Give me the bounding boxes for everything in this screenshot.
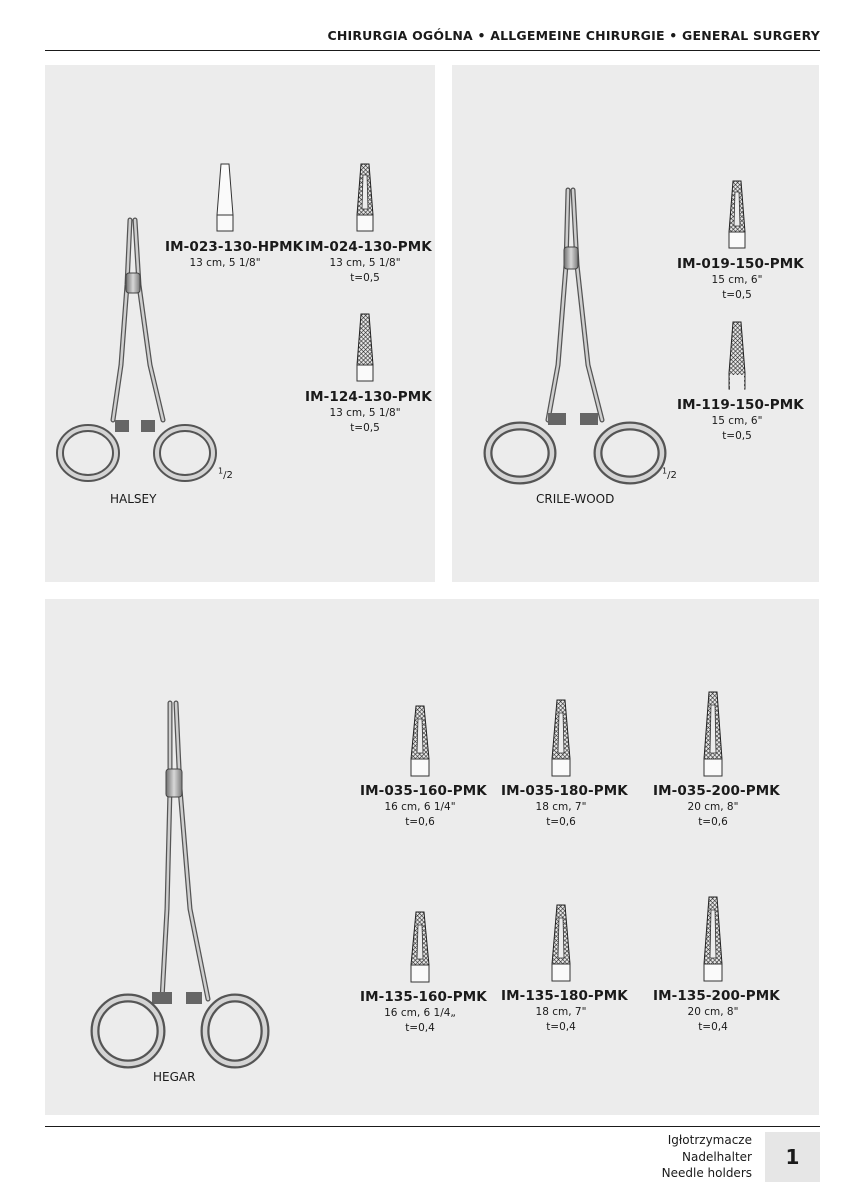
product-item <box>305 313 432 436</box>
product-item <box>360 705 487 830</box>
product-item <box>501 699 628 830</box>
footer-line-polish: Igłotrzymacze <box>667 1133 752 1147</box>
product-item <box>653 896 780 1035</box>
product-code: IM-035-180-PMK <box>501 783 628 799</box>
serrated-jaw-tip-icon <box>355 163 375 233</box>
product-code: IM-023-130-HPMK <box>165 239 304 255</box>
scale-value: $^1$/2 <box>218 467 233 482</box>
product-code: IM-124-130-PMK <box>305 389 432 405</box>
product-thickness: t=0,6 <box>698 816 728 828</box>
footer-divider <box>45 1126 820 1127</box>
serrated-jaw-tip-icon <box>550 699 572 777</box>
header-divider <box>45 50 820 51</box>
product-size: 13 cm, 5 1/8" <box>329 257 401 269</box>
product-code: IM-024-130-PMK <box>305 239 432 255</box>
scale-label-halsey <box>218 467 233 481</box>
product-code: IM-019-150-PMK <box>677 256 804 272</box>
product-thickness: t=0,6 <box>405 816 435 828</box>
product-code: IM-135-200-PMK <box>653 988 780 1004</box>
product-size: 13 cm, 5 1/8" <box>189 257 261 269</box>
product-item <box>677 180 804 303</box>
product-item <box>501 904 628 1035</box>
product-code: IM-035-160-PMK <box>360 783 487 799</box>
product-item <box>653 691 780 830</box>
product-size: 16 cm, 6 1/4" <box>384 801 456 813</box>
footer-line-english: Needle holders <box>661 1166 752 1180</box>
product-thickness: t=0,5 <box>722 430 752 442</box>
serrated-jaw-tip-icon <box>702 896 724 982</box>
product-size: 15 cm, 6" <box>711 415 763 427</box>
product-thickness: t=0,4 <box>698 1021 728 1033</box>
product-thickness: t=0,5 <box>350 272 380 284</box>
product-item <box>305 163 432 286</box>
product-code: IM-135-180-PMK <box>501 988 628 1004</box>
product-size: 13 cm, 5 1/8" <box>329 407 401 419</box>
panel-halsey <box>45 65 435 582</box>
product-code: IM-135-160-PMK <box>360 989 487 1005</box>
smooth-jaw-tip-icon <box>215 163 235 233</box>
product-item <box>360 911 487 1036</box>
panel-crile-wood <box>452 65 819 582</box>
instrument-name-crile-wood: CRILE-WOOD <box>536 492 615 506</box>
product-code: IM-035-200-PMK <box>653 783 780 799</box>
serrated-jaw-tip-icon <box>702 691 724 777</box>
serrated-jaw-tip-icon <box>355 313 375 383</box>
product-thickness: t=0,4 <box>405 1022 435 1034</box>
product-size: 18 cm, 7" <box>535 801 587 813</box>
footer-line-german: Nadelhalter <box>682 1149 752 1164</box>
serrated-jaw-tip-icon <box>550 904 572 982</box>
product-thickness: t=0,6 <box>546 816 576 828</box>
product-size: 20 cm, 8" <box>687 1006 739 1018</box>
hegar-needle-holder-image <box>90 699 280 1074</box>
scale-label-crile-wood <box>662 467 677 481</box>
serrated-jaw-tip-icon <box>409 911 431 983</box>
product-code: IM-119-150-PMK <box>677 397 804 413</box>
page-number-value: 1 <box>785 1145 800 1169</box>
product-thickness: t=0,5 <box>350 422 380 434</box>
panel-hegar <box>45 599 819 1115</box>
crile-wood-needle-holder-image <box>482 185 672 490</box>
scale-value: $^1$/2 <box>662 467 677 482</box>
instrument-name-hegar: HEGAR <box>153 1070 196 1084</box>
product-thickness: t=0,4 <box>546 1021 576 1033</box>
product-item <box>677 321 804 444</box>
product-size: 15 cm, 6" <box>711 274 763 286</box>
instrument-name-halsey: HALSEY <box>110 492 157 506</box>
product-size: 16 cm, 6 1/4„ <box>384 1007 456 1019</box>
page-number <box>765 1132 820 1182</box>
serrated-jaw-tip-icon <box>727 321 747 391</box>
footer-category <box>662 1132 752 1182</box>
product-size: 18 cm, 7" <box>535 1006 587 1018</box>
page-header: CHIRURGIA OGÓLNA • ALLGEMEINE CHIRURGIE • GENERAL SURGERY <box>327 28 820 43</box>
scale-numerator: 1 <box>662 467 668 476</box>
product-size: 20 cm, 8" <box>687 801 739 813</box>
serrated-jaw-tip-icon <box>409 705 431 777</box>
product-item <box>165 163 304 271</box>
serrated-jaw-tip-icon <box>727 180 747 250</box>
scale-numerator: 1 <box>218 467 224 476</box>
product-thickness: t=0,5 <box>722 289 752 301</box>
